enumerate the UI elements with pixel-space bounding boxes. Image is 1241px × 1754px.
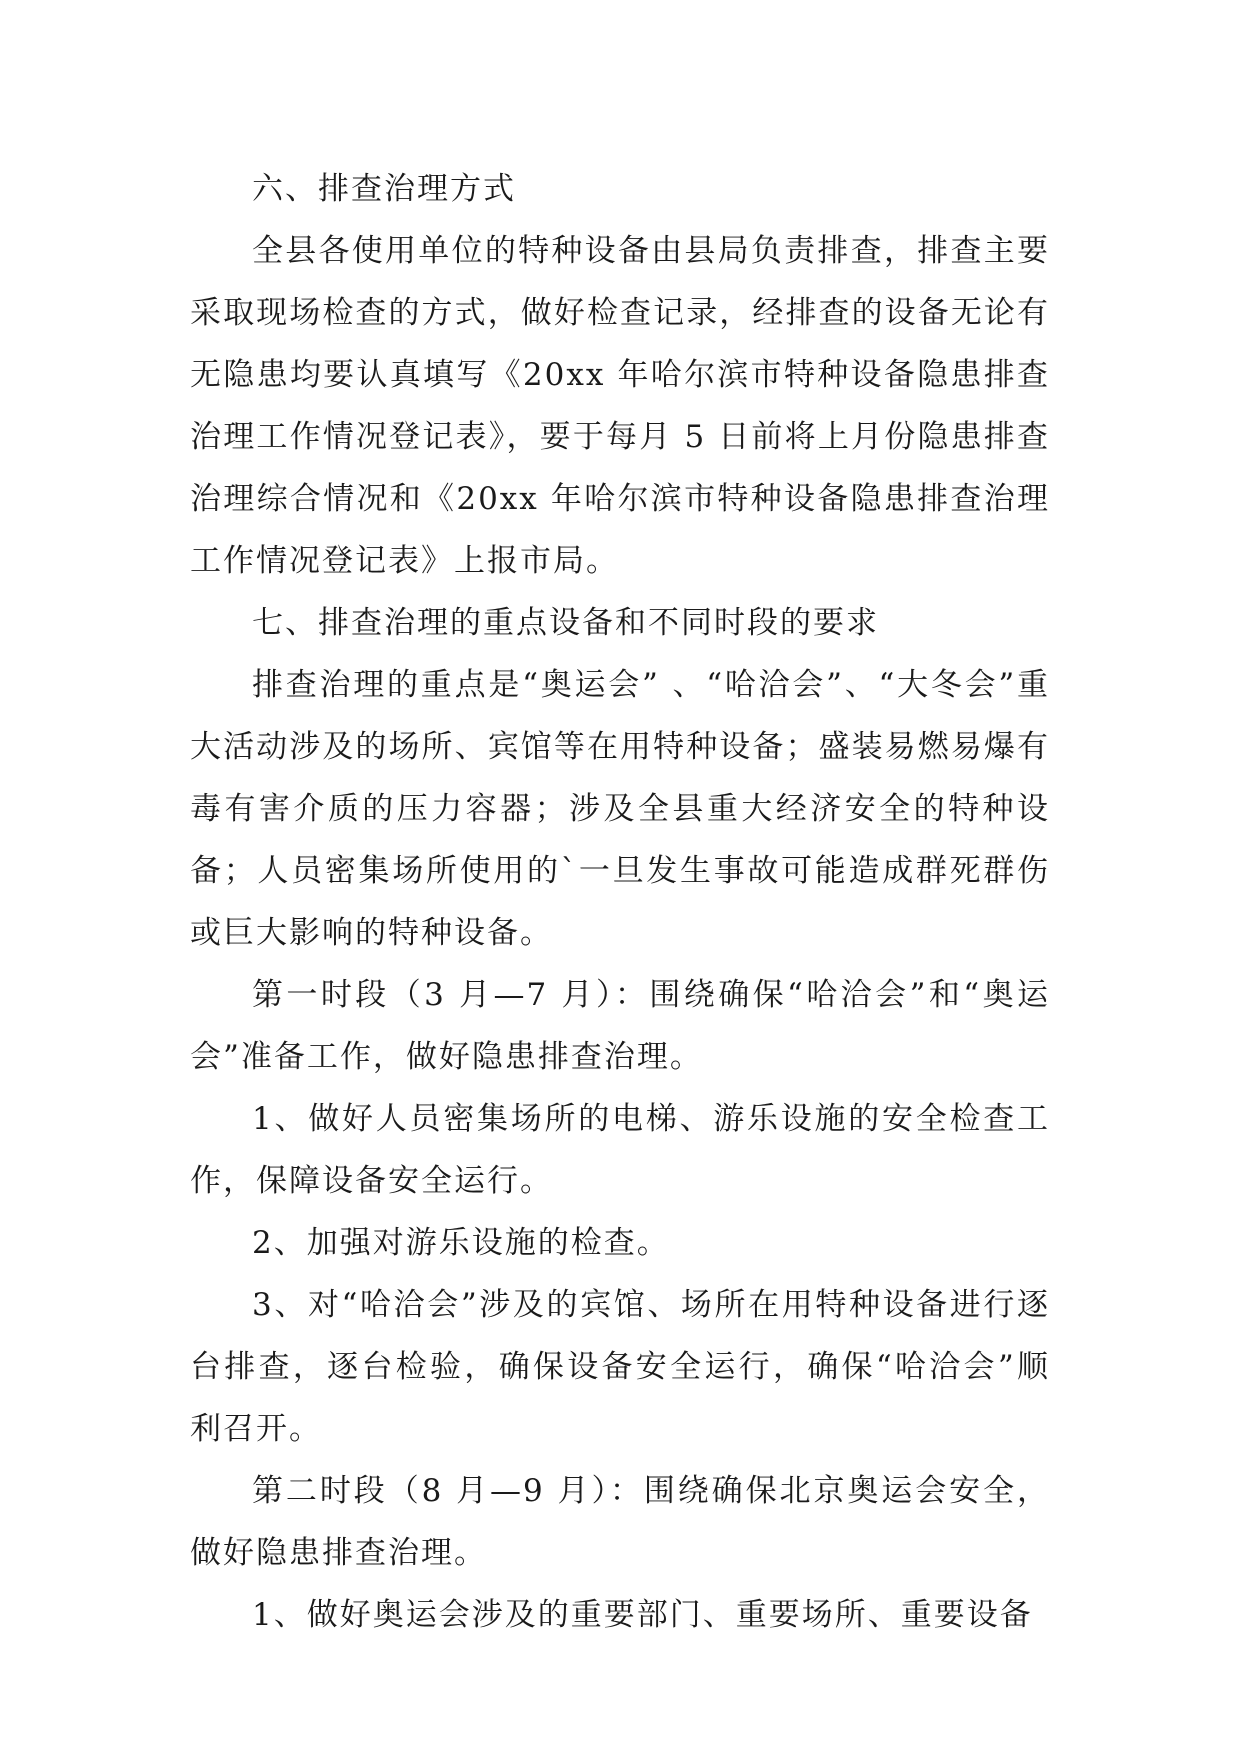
paragraph-key-equipment: 排查治理的重点是“奥运会” 、“哈洽会”、“大冬会”重大活动涉及的场所、宾馆等在用特种设备；盛装易燃易爆有毒有害介质的压力容器；涉及全县重大经济安全的特种设备；人员密集场所使用的`一旦发生事故可能造成群死群伤或巨大影响的特种设备。 xyxy=(190,667,1050,951)
paragraph-inspection-method: 全县各使用单位的特种设备由县局负责排查，排查主要采取现场检查的方式，做好检查记录，经排查的设备无论有无隐患均要认真填写《20xx 年哈尔滨市特种设备隐患排查治理工作情况登记表》，要于每月 5 日前将上月份隐患排查治理综合情况和《20xx 年哈尔滨市特种设备隐患排查治理工作情况登记表》上报市局。 xyxy=(190,233,1050,579)
list-item-1-second-period: 1、做好奥运会涉及的重要部门、重要场所、重要设备 xyxy=(252,1597,1033,1633)
paragraph-second-period: 第二时段（8 月—9 月）：围绕确保北京奥运会安全，做好隐患排查治理。 xyxy=(190,1473,1050,1571)
section-heading-six: 六、排查治理方式 xyxy=(252,171,516,207)
list-item-1: 1、做好人员密集场所的电梯、游乐设施的安全检查工作，保障设备安全运行。 xyxy=(190,1101,1050,1199)
section-heading-seven: 七、排查治理的重点设备和不同时段的要求 xyxy=(252,605,879,641)
list-item-3: 3、对“哈洽会”涉及的宾馆、场所在用特种设备进行逐台排查，逐台检验，确保设备安全运行，确保“哈洽会”顺利召开。 xyxy=(190,1287,1050,1447)
paragraph-first-period: 第一时段（3 月—7 月）：围绕确保“哈洽会”和“奥运会”准备工作，做好隐患排查治理。 xyxy=(190,977,1050,1075)
document-body xyxy=(190,158,1050,1646)
list-item-2: 2、加强对游乐设施的检查。 xyxy=(252,1225,670,1261)
